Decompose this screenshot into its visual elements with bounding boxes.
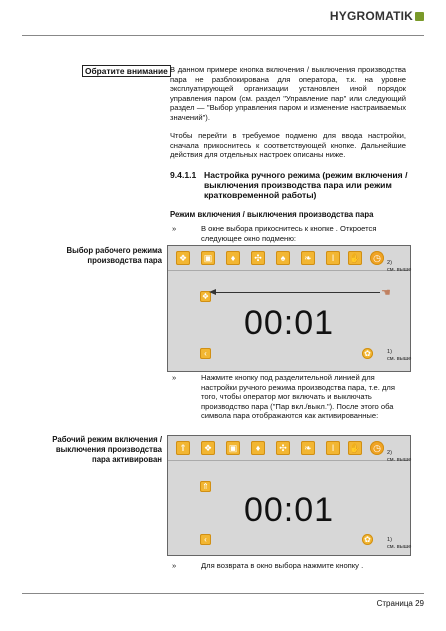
logo-text: HYGROMATIK	[329, 9, 413, 23]
callout-text: см. выше	[387, 457, 412, 463]
toolbar	[168, 436, 410, 461]
page-number: Страница 29	[376, 599, 424, 608]
logo-badge	[415, 12, 424, 21]
clock-icon[interactable]: ◷	[370, 251, 384, 265]
settings-gear-icon[interactable]: ✿	[362, 348, 373, 359]
steam-mode-icon[interactable]: ❖	[201, 441, 215, 455]
note-text: В данном примере кнопка включения / выключения производства пара не разблокирована для оператора, т.к. на уровне эксплуатирующей организации установлен иной порядок управления паром (см. раздел "Управление пар" или следующий раздел — "Выбор управления паром и изменение настраиваемых значений").	[170, 65, 406, 122]
callout-text: см. выше	[387, 544, 412, 550]
tank-icon[interactable]: ▣	[226, 441, 240, 455]
tank-icon[interactable]: ▣	[201, 251, 215, 265]
pointer-line	[216, 292, 380, 293]
leaf-icon[interactable]: ❧	[301, 441, 315, 455]
clock-display: 00:01	[243, 491, 335, 529]
callout-number: 2)	[387, 450, 392, 456]
step-marker: »	[172, 224, 177, 233]
callout-number: 1)	[387, 537, 392, 543]
bulb-icon[interactable]: ♦	[251, 441, 265, 455]
steam-toggle-icon[interactable]: ❖	[201, 292, 210, 301]
step-marker: »	[172, 561, 177, 570]
note-label: Обратите внимание	[82, 65, 171, 77]
step-text: Нажмите кнопку под разделительной линией для настройки ручного режима производства пара, т.е. для того, чтобы оператор мог включать и выключать производство пара ("Пар вкл./выкл."). После этого оба символа пара отображаются как активированные:	[201, 373, 395, 421]
step-marker: »	[172, 373, 177, 382]
subheading: Режим включения / выключения производства пара	[170, 210, 374, 219]
steam-on-icon[interactable]: ⇑	[176, 441, 190, 455]
side-label: Рабочий режим включения / выключения производства пара активирован	[52, 435, 162, 464]
drop-icon[interactable]: ♠	[276, 251, 290, 265]
pointing-hand-icon: ☚	[381, 287, 391, 299]
fan-icon[interactable]: ✣	[276, 441, 290, 455]
bulb-icon[interactable]: ♦	[226, 251, 240, 265]
leaf-icon[interactable]: ❧	[301, 251, 315, 265]
steam-on-icon[interactable]: ⇑	[200, 481, 211, 492]
hand-icon[interactable]: ✋	[349, 443, 361, 453]
hand-icon[interactable]: ✋	[349, 253, 361, 263]
pointer-arrow-icon	[209, 289, 216, 295]
hmi-screen	[167, 245, 411, 372]
back-arrow-icon[interactable]: ‹	[200, 534, 211, 545]
section-number: 9.4.1.1	[170, 170, 197, 180]
steam-mode-icon[interactable]: ❖	[176, 251, 190, 265]
callout-number: 2)	[387, 260, 392, 266]
callout-number: 1)	[387, 349, 392, 355]
section-title: Настройка ручного режима (режим включения / выключения производства пара или режим кратковременной работы)	[204, 170, 408, 201]
side-label: Выбор рабочего режима производства пара	[66, 246, 162, 265]
toolbar	[168, 246, 410, 271]
thermometer-icon[interactable]: ǀ	[326, 251, 340, 265]
intro-text: Чтобы перейти в требуемое подменю для ввода настройки, сначала прикоснитесь к соответствующей кнопке. Дальнейшие действия для отдельных настроек описаны ниже.	[170, 131, 406, 160]
thermometer-icon[interactable]: ǀ	[326, 441, 340, 455]
clock-display: 00:01	[243, 304, 335, 342]
settings-gear-icon[interactable]: ✿	[362, 534, 373, 545]
footer-divider	[22, 593, 424, 594]
step-text: Для возврата в окно выбора нажмите кнопку .	[201, 561, 364, 570]
hmi-screen	[167, 435, 411, 556]
header-divider	[22, 35, 424, 36]
hygromatik-logo	[330, 9, 424, 23]
fan-icon[interactable]: ✣	[251, 251, 265, 265]
callout-text: см. выше	[387, 267, 412, 273]
callout-text: см. выше	[387, 356, 412, 362]
step-text: В окне выбора прикоснитесь к кнопке . Откроется следующее окно подменю:	[201, 224, 377, 243]
clock-icon[interactable]: ◷	[370, 441, 384, 455]
back-arrow-icon[interactable]: ‹	[200, 348, 211, 359]
